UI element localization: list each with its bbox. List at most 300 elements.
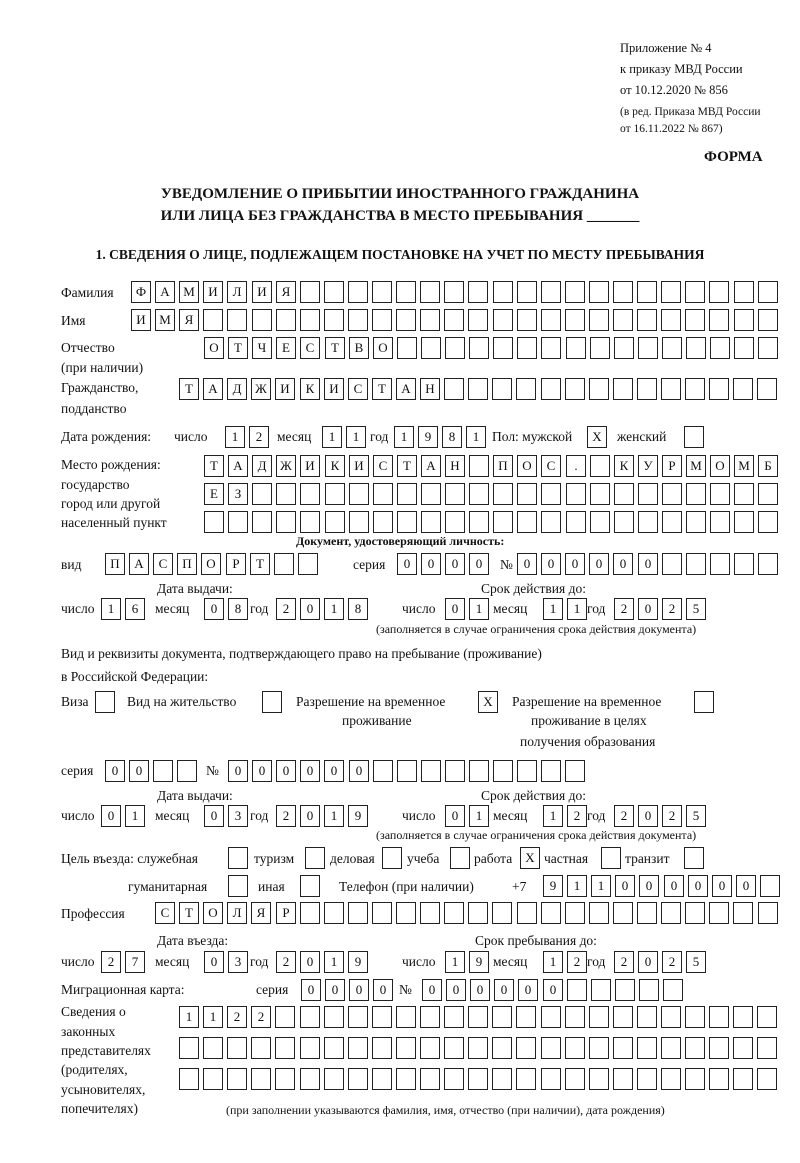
char-cell[interactable]	[348, 281, 368, 303]
char-cell[interactable]	[325, 483, 345, 505]
char-cell[interactable]: Е	[204, 483, 224, 505]
char-cell[interactable]: О	[710, 455, 730, 477]
char-cell[interactable]	[661, 1068, 681, 1090]
char-cell[interactable]	[468, 1006, 488, 1028]
purpose-work-checkbox[interactable]: X	[520, 847, 540, 869]
char-cell[interactable]	[590, 483, 610, 505]
char-cell[interactable]	[468, 281, 488, 303]
char-cell[interactable]	[613, 378, 633, 400]
char-cell[interactable]	[153, 760, 173, 782]
char-cell[interactable]	[686, 483, 706, 505]
char-cell[interactable]	[469, 455, 489, 477]
temp-permit-checkbox[interactable]: X	[478, 691, 498, 713]
char-cell[interactable]	[516, 378, 536, 400]
char-cell[interactable]	[373, 483, 393, 505]
char-cell[interactable]: 0	[349, 760, 369, 782]
char-cell[interactable]	[758, 281, 778, 303]
char-cell[interactable]: 0	[276, 760, 296, 782]
char-cell[interactable]: 1	[567, 598, 587, 620]
char-cell[interactable]	[324, 1006, 344, 1028]
char-cell[interactable]	[637, 309, 657, 331]
sex-male-checkbox[interactable]: X	[587, 426, 607, 448]
char-cell[interactable]	[275, 1006, 295, 1028]
char-cell[interactable]: 0	[518, 979, 538, 1001]
char-cell[interactable]	[685, 1037, 705, 1059]
char-cell[interactable]	[492, 1068, 512, 1090]
char-cell[interactable]: 1	[394, 426, 414, 448]
char-cell[interactable]	[661, 378, 681, 400]
char-cell[interactable]	[565, 309, 585, 331]
char-cell[interactable]: 9	[348, 951, 368, 973]
char-cell[interactable]	[203, 1068, 223, 1090]
char-cell[interactable]: 9	[418, 426, 438, 448]
char-cell[interactable]	[444, 309, 464, 331]
char-cell[interactable]	[445, 511, 465, 533]
char-cell[interactable]: О	[201, 553, 221, 575]
char-cell[interactable]: 0	[204, 598, 224, 620]
char-cell[interactable]: Н	[420, 378, 440, 400]
char-cell[interactable]: 1	[324, 951, 344, 973]
char-cell[interactable]	[709, 378, 729, 400]
char-cell[interactable]	[709, 1068, 729, 1090]
char-cell[interactable]	[613, 309, 633, 331]
char-cell[interactable]	[420, 902, 440, 924]
char-cell[interactable]	[733, 1006, 753, 1028]
char-cell[interactable]: М	[155, 309, 175, 331]
char-cell[interactable]	[541, 760, 561, 782]
char-cell[interactable]	[613, 281, 633, 303]
char-cell[interactable]	[179, 1068, 199, 1090]
char-cell[interactable]: Д	[252, 455, 272, 477]
char-cell[interactable]: 3	[228, 951, 248, 973]
char-cell[interactable]	[734, 553, 754, 575]
char-cell[interactable]: С	[153, 553, 173, 575]
char-cell[interactable]: 0	[421, 553, 441, 575]
char-cell[interactable]: 0	[300, 598, 320, 620]
char-cell[interactable]: М	[734, 455, 754, 477]
char-cell[interactable]	[638, 337, 658, 359]
char-cell[interactable]	[324, 309, 344, 331]
char-cell[interactable]: М	[179, 281, 199, 303]
char-cell[interactable]	[566, 483, 586, 505]
char-cell[interactable]	[493, 309, 513, 331]
char-cell[interactable]	[348, 1068, 368, 1090]
char-cell[interactable]	[565, 1068, 585, 1090]
char-cell[interactable]	[468, 378, 488, 400]
char-cell[interactable]: 0	[252, 760, 272, 782]
char-cell[interactable]	[758, 553, 778, 575]
char-cell[interactable]	[614, 511, 634, 533]
char-cell[interactable]	[758, 309, 778, 331]
char-cell[interactable]: П	[493, 455, 513, 477]
char-cell[interactable]	[638, 483, 658, 505]
char-cell[interactable]: 1	[101, 598, 121, 620]
char-cell[interactable]	[493, 511, 513, 533]
char-cell[interactable]: А	[129, 553, 149, 575]
char-cell[interactable]	[445, 337, 465, 359]
char-cell[interactable]	[757, 378, 777, 400]
char-cell[interactable]: И	[131, 309, 151, 331]
char-cell[interactable]	[373, 511, 393, 533]
char-cell[interactable]: 7	[125, 951, 145, 973]
char-cell[interactable]	[420, 281, 440, 303]
char-cell[interactable]	[492, 1037, 512, 1059]
char-cell[interactable]	[517, 337, 537, 359]
char-cell[interactable]	[251, 1037, 271, 1059]
char-cell[interactable]	[686, 511, 706, 533]
char-cell[interactable]	[541, 1068, 561, 1090]
char-cell[interactable]	[662, 511, 682, 533]
char-cell[interactable]	[733, 1068, 753, 1090]
char-cell[interactable]	[445, 483, 465, 505]
char-cell[interactable]	[589, 281, 609, 303]
char-cell[interactable]: Т	[372, 378, 392, 400]
char-cell[interactable]	[348, 309, 368, 331]
char-cell[interactable]: К	[300, 378, 320, 400]
char-cell[interactable]: 1	[179, 1006, 199, 1028]
char-cell[interactable]	[590, 455, 610, 477]
char-cell[interactable]	[468, 309, 488, 331]
char-cell[interactable]	[757, 1068, 777, 1090]
char-cell[interactable]: А	[228, 455, 248, 477]
char-cell[interactable]	[396, 1006, 416, 1028]
char-cell[interactable]: С	[373, 455, 393, 477]
char-cell[interactable]	[276, 483, 296, 505]
char-cell[interactable]	[228, 511, 248, 533]
char-cell[interactable]	[517, 902, 537, 924]
char-cell[interactable]	[421, 337, 441, 359]
char-cell[interactable]: С	[541, 455, 561, 477]
char-cell[interactable]	[203, 309, 223, 331]
char-cell[interactable]	[444, 902, 464, 924]
char-cell[interactable]: 1	[543, 951, 563, 973]
char-cell[interactable]: 1	[125, 805, 145, 827]
char-cell[interactable]: К	[325, 455, 345, 477]
char-cell[interactable]	[661, 1006, 681, 1028]
char-cell[interactable]: 3	[228, 805, 248, 827]
char-cell[interactable]	[589, 309, 609, 331]
char-cell[interactable]	[300, 1037, 320, 1059]
char-cell[interactable]: 0	[300, 805, 320, 827]
char-cell[interactable]	[203, 1037, 223, 1059]
char-cell[interactable]	[565, 1006, 585, 1028]
char-cell[interactable]	[324, 902, 344, 924]
char-cell[interactable]	[348, 1037, 368, 1059]
char-cell[interactable]	[372, 309, 392, 331]
char-cell[interactable]: Л	[227, 281, 247, 303]
char-cell[interactable]	[662, 553, 682, 575]
char-cell[interactable]	[516, 1037, 536, 1059]
char-cell[interactable]	[760, 875, 780, 897]
char-cell[interactable]	[468, 1037, 488, 1059]
char-cell[interactable]: А	[396, 378, 416, 400]
char-cell[interactable]	[492, 378, 512, 400]
char-cell[interactable]	[637, 1037, 657, 1059]
char-cell[interactable]: 1	[445, 951, 465, 973]
char-cell[interactable]: 0	[445, 805, 465, 827]
visa-checkbox[interactable]	[95, 691, 115, 713]
purpose-other-checkbox[interactable]	[300, 875, 320, 897]
char-cell[interactable]	[566, 337, 586, 359]
char-cell[interactable]	[662, 337, 682, 359]
temp-edu-checkbox[interactable]	[694, 691, 714, 713]
char-cell[interactable]: 0	[101, 805, 121, 827]
char-cell[interactable]: К	[614, 455, 634, 477]
char-cell[interactable]: 0	[639, 875, 659, 897]
char-cell[interactable]: А	[421, 455, 441, 477]
char-cell[interactable]	[421, 760, 441, 782]
char-cell[interactable]	[493, 337, 513, 359]
char-cell[interactable]	[469, 760, 489, 782]
char-cell[interactable]	[469, 483, 489, 505]
char-cell[interactable]: З	[228, 483, 248, 505]
char-cell[interactable]: А	[155, 281, 175, 303]
char-cell[interactable]	[589, 1006, 609, 1028]
purpose-private-checkbox[interactable]	[601, 847, 621, 869]
char-cell[interactable]: 2	[101, 951, 121, 973]
char-cell[interactable]	[251, 1068, 271, 1090]
char-cell[interactable]	[372, 1037, 392, 1059]
char-cell[interactable]	[637, 378, 657, 400]
char-cell[interactable]: 1	[346, 426, 366, 448]
char-cell[interactable]: 0	[325, 979, 345, 1001]
char-cell[interactable]	[372, 1068, 392, 1090]
char-cell[interactable]	[397, 511, 417, 533]
char-cell[interactable]	[710, 337, 730, 359]
char-cell[interactable]: Т	[397, 455, 417, 477]
char-cell[interactable]: 1	[466, 426, 486, 448]
char-cell[interactable]	[300, 1068, 320, 1090]
char-cell[interactable]: 0	[541, 553, 561, 575]
char-cell[interactable]: 0	[397, 553, 417, 575]
char-cell[interactable]	[541, 1006, 561, 1028]
char-cell[interactable]	[709, 1037, 729, 1059]
char-cell[interactable]	[349, 511, 369, 533]
char-cell[interactable]: 2	[567, 805, 587, 827]
char-cell[interactable]	[685, 1006, 705, 1028]
char-cell[interactable]: О	[203, 902, 223, 924]
char-cell[interactable]	[541, 378, 561, 400]
char-cell[interactable]	[396, 281, 416, 303]
char-cell[interactable]	[276, 309, 296, 331]
char-cell[interactable]	[709, 1006, 729, 1028]
char-cell[interactable]	[469, 337, 489, 359]
char-cell[interactable]: 1	[469, 805, 489, 827]
char-cell[interactable]	[444, 1068, 464, 1090]
char-cell[interactable]	[734, 309, 754, 331]
char-cell[interactable]	[373, 760, 393, 782]
char-cell[interactable]: 8	[442, 426, 462, 448]
char-cell[interactable]	[397, 483, 417, 505]
char-cell[interactable]	[420, 1068, 440, 1090]
char-cell[interactable]	[590, 511, 610, 533]
char-cell[interactable]	[734, 337, 754, 359]
char-cell[interactable]: 2	[662, 805, 682, 827]
char-cell[interactable]	[179, 1037, 199, 1059]
char-cell[interactable]	[372, 1006, 392, 1028]
char-cell[interactable]: У	[638, 455, 658, 477]
char-cell[interactable]: О	[517, 455, 537, 477]
char-cell[interactable]	[204, 511, 224, 533]
char-cell[interactable]: 1	[469, 598, 489, 620]
char-cell[interactable]	[420, 1006, 440, 1028]
char-cell[interactable]	[589, 1037, 609, 1059]
char-cell[interactable]: 0	[445, 553, 465, 575]
char-cell[interactable]: Т	[179, 902, 199, 924]
char-cell[interactable]	[734, 511, 754, 533]
char-cell[interactable]: Р	[226, 553, 246, 575]
char-cell[interactable]: 0	[300, 760, 320, 782]
char-cell[interactable]	[590, 337, 610, 359]
char-cell[interactable]	[517, 309, 537, 331]
char-cell[interactable]: 0	[422, 979, 442, 1001]
char-cell[interactable]: 0	[736, 875, 756, 897]
char-cell[interactable]	[420, 1037, 440, 1059]
char-cell[interactable]: А	[203, 378, 223, 400]
char-cell[interactable]: Ж	[276, 455, 296, 477]
char-cell[interactable]: 0	[543, 979, 563, 1001]
char-cell[interactable]	[420, 309, 440, 331]
char-cell[interactable]	[469, 511, 489, 533]
char-cell[interactable]	[565, 902, 585, 924]
purpose-tourism-checkbox[interactable]	[305, 847, 325, 869]
char-cell[interactable]	[396, 902, 416, 924]
char-cell[interactable]: 2	[662, 598, 682, 620]
char-cell[interactable]: 0	[615, 875, 635, 897]
char-cell[interactable]	[734, 483, 754, 505]
char-cell[interactable]	[444, 281, 464, 303]
char-cell[interactable]	[661, 309, 681, 331]
char-cell[interactable]: Т	[325, 337, 345, 359]
char-cell[interactable]	[662, 483, 682, 505]
char-cell[interactable]: М	[686, 455, 706, 477]
char-cell[interactable]	[517, 511, 537, 533]
char-cell[interactable]	[565, 760, 585, 782]
char-cell[interactable]	[300, 1006, 320, 1028]
char-cell[interactable]	[348, 902, 368, 924]
char-cell[interactable]	[541, 902, 561, 924]
char-cell[interactable]: 9	[543, 875, 563, 897]
char-cell[interactable]	[300, 281, 320, 303]
char-cell[interactable]: 0	[712, 875, 732, 897]
char-cell[interactable]	[493, 281, 513, 303]
char-cell[interactable]	[421, 511, 441, 533]
char-cell[interactable]: 1	[324, 805, 344, 827]
char-cell[interactable]	[686, 553, 706, 575]
purpose-humanitarian-checkbox[interactable]	[228, 875, 248, 897]
char-cell[interactable]: 0	[638, 553, 658, 575]
char-cell[interactable]: 0	[517, 553, 537, 575]
char-cell[interactable]: 2	[276, 951, 296, 973]
residence-permit-checkbox[interactable]	[262, 691, 282, 713]
char-cell[interactable]: 0	[589, 553, 609, 575]
char-cell[interactable]	[637, 1068, 657, 1090]
char-cell[interactable]: 0	[129, 760, 149, 782]
char-cell[interactable]	[252, 483, 272, 505]
char-cell[interactable]: Т	[179, 378, 199, 400]
char-cell[interactable]: 8	[228, 598, 248, 620]
char-cell[interactable]: 6	[125, 598, 145, 620]
purpose-official-checkbox[interactable]	[228, 847, 248, 869]
char-cell[interactable]: 0	[349, 979, 369, 1001]
char-cell[interactable]: С	[348, 378, 368, 400]
char-cell[interactable]	[517, 281, 537, 303]
char-cell[interactable]	[614, 337, 634, 359]
char-cell[interactable]	[637, 902, 657, 924]
char-cell[interactable]: Т	[204, 455, 224, 477]
char-cell[interactable]	[325, 511, 345, 533]
char-cell[interactable]: Е	[276, 337, 296, 359]
char-cell[interactable]	[541, 483, 561, 505]
char-cell[interactable]	[709, 902, 729, 924]
char-cell[interactable]: В	[349, 337, 369, 359]
char-cell[interactable]: 2	[251, 1006, 271, 1028]
char-cell[interactable]: 1	[322, 426, 342, 448]
char-cell[interactable]: 5	[686, 805, 706, 827]
char-cell[interactable]	[757, 1037, 777, 1059]
char-cell[interactable]: 0	[469, 553, 489, 575]
char-cell[interactable]	[252, 511, 272, 533]
char-cell[interactable]	[444, 1006, 464, 1028]
char-cell[interactable]: 1	[324, 598, 344, 620]
char-cell[interactable]: Я	[251, 902, 271, 924]
char-cell[interactable]	[733, 378, 753, 400]
char-cell[interactable]: 1	[203, 1006, 223, 1028]
char-cell[interactable]	[685, 281, 705, 303]
purpose-study-checkbox[interactable]	[450, 847, 470, 869]
char-cell[interactable]: 0	[664, 875, 684, 897]
char-cell[interactable]	[227, 309, 247, 331]
char-cell[interactable]: Ф	[131, 281, 151, 303]
char-cell[interactable]: 0	[300, 951, 320, 973]
char-cell[interactable]	[468, 1068, 488, 1090]
char-cell[interactable]	[397, 337, 417, 359]
char-cell[interactable]	[227, 1068, 247, 1090]
char-cell[interactable]	[589, 1068, 609, 1090]
char-cell[interactable]: 2	[276, 805, 296, 827]
char-cell[interactable]	[444, 1037, 464, 1059]
char-cell[interactable]: 2	[567, 951, 587, 973]
char-cell[interactable]	[349, 483, 369, 505]
char-cell[interactable]: 0	[228, 760, 248, 782]
char-cell[interactable]: 0	[638, 805, 658, 827]
char-cell[interactable]	[444, 378, 464, 400]
char-cell[interactable]	[421, 483, 441, 505]
char-cell[interactable]: 0	[688, 875, 708, 897]
char-cell[interactable]: И	[324, 378, 344, 400]
char-cell[interactable]	[757, 1006, 777, 1028]
char-cell[interactable]: 0	[445, 598, 465, 620]
char-cell[interactable]	[638, 511, 658, 533]
char-cell[interactable]	[517, 483, 537, 505]
char-cell[interactable]	[541, 281, 561, 303]
char-cell[interactable]: 2	[227, 1006, 247, 1028]
char-cell[interactable]	[733, 1037, 753, 1059]
char-cell[interactable]: 0	[494, 979, 514, 1001]
char-cell[interactable]	[541, 309, 561, 331]
char-cell[interactable]	[758, 511, 778, 533]
char-cell[interactable]	[565, 281, 585, 303]
char-cell[interactable]	[324, 1037, 344, 1059]
char-cell[interactable]	[566, 511, 586, 533]
char-cell[interactable]	[541, 511, 561, 533]
char-cell[interactable]: 0	[446, 979, 466, 1001]
char-cell[interactable]	[589, 902, 609, 924]
char-cell[interactable]: Ж	[251, 378, 271, 400]
char-cell[interactable]	[252, 309, 272, 331]
char-cell[interactable]	[492, 1006, 512, 1028]
char-cell[interactable]	[710, 483, 730, 505]
